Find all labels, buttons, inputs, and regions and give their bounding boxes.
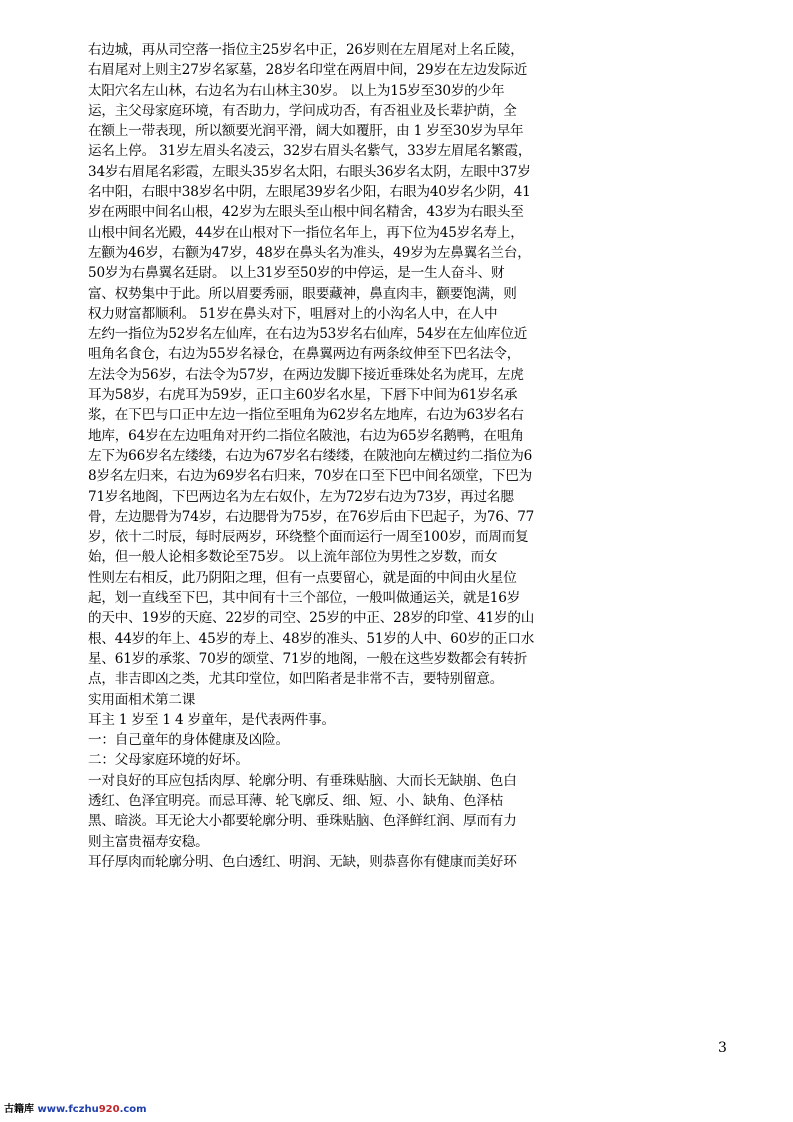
text-line: 在额上一带表现，所以额要光润平滑，阔大如覆肝，由 1 岁至30岁为早年	[88, 123, 524, 140]
text-line: 浆，在下巴与口正中左边一指位至咀角为62岁名左地库，右边为63岁名右	[88, 407, 524, 424]
text-line: 50岁为右鼻翼名廷尉。 以上31岁至50岁的中停运，是一生人奋斗、财	[88, 265, 505, 282]
text-line: 71岁名地阁，下巴两边名为左右奴仆，左为72岁右边为73岁，再过名腮	[88, 488, 514, 505]
text-line: 耳为58岁，右虎耳为59岁，正口主60岁名水星，下唇下中间为61岁名承	[88, 387, 518, 404]
text-line: 耳仔厚肉而轮廓分明、色白透红、明润、无缺，则恭喜你有健康而美好环	[88, 853, 517, 870]
text-line: 太阳穴名左山林，右边名为右山林主30岁。 以上为15岁至30岁的少年	[88, 82, 505, 99]
text-line: 34岁右眉尾名彩霞，左眼头35岁名太阳，右眼头36岁名太阴，左眼中37岁	[88, 163, 531, 180]
text-line: 左下为66岁名左缕缕，右边为67岁名右缕缕，在陂池向左横过约二指位为6	[88, 447, 533, 464]
text-line: 岁在两眼中间名山根，42岁为左眼头至山根中间名精舍，43岁为右眼头至	[88, 204, 524, 221]
footer-site-name: 古籍库	[4, 1104, 34, 1115]
text-line: 耳主 1 岁至 1 4 岁童年，是代表两件事。	[88, 711, 335, 728]
text-line: 咀角名食仓，右边为55岁名禄仓，在鼻翼两边有两条纹伸至下巴名法令，	[88, 346, 521, 363]
text-line: 黑、暗淡。耳无论大小都要轮廓分明、垂珠贴脑、色泽鲜红润、厚而有力	[88, 813, 517, 830]
text-line: 岁，依十二时辰，每时辰两岁，环绕整个面而运行一周至100岁，而周而复	[88, 529, 529, 546]
text-line: 右边城，再从司空落一指位主25岁名中正，26岁则在左眉尾对上名丘陵，	[88, 42, 524, 58]
text-line: 富、权势集中于此。所以眉要秀丽，眼要藏神，鼻直肉丰，颧要饱满，则	[88, 285, 517, 302]
text-line: 始，但一般人论相多数论至75岁。 以上流年部位为男性之岁数，而女	[88, 549, 498, 566]
text-line: 运名上停。 31岁左眉头名凌云，32岁右眉头名紫气，33岁左眉尾名繁霞，	[88, 143, 532, 160]
text-line: 运，主父母家庭环境，有否助力，学问成功否，有否祖业及长辈护荫，全	[88, 102, 517, 119]
text-line: 权力财富都顺利。 51岁在鼻头对下，咀唇对上的小沟名人中，在人中	[88, 305, 498, 322]
text-line: 性则左右相反，此乃阴阳之理，但有一点要留心，就是面的中间由火星位	[88, 569, 517, 586]
text-line: 则主富贵福寿安稳。	[88, 833, 209, 850]
text-line: 二：父母家庭环境的好坏。	[88, 752, 249, 769]
footer-url-prefix: www.fczhu	[37, 1104, 99, 1115]
text-line: 地库，64岁在左边咀角对开约二指位名陂池，右边为65岁名鹅鸭，在咀角	[88, 427, 524, 444]
text-line: 一对良好的耳应包括肉厚、轮廓分明、有垂珠贴脑、大而长无缺崩、色白	[88, 772, 517, 789]
text-line: 透红、色泽宜明亮。而忌耳薄、轮飞廓反、细、短、小、缺角、色泽枯	[88, 792, 504, 809]
text-line: 的天中、19岁的天庭、22岁的司空、25岁的中正、28岁的印堂、41岁的山	[88, 610, 535, 627]
document-body	[88, 40, 703, 872]
footer-watermark	[4, 1100, 147, 1115]
text-line: 根、44岁的年上、45岁的寿上、48岁的准头、51岁的人中、60岁的正口水	[88, 630, 535, 647]
text-line: 一：自己童年的身体健康及凶险。	[88, 732, 289, 749]
text-line: 骨，左边腮骨为74岁，右边腮骨为75岁，在76岁后由下巴起子，为76、77	[88, 508, 535, 525]
text-line: 左约一指位为52岁名左仙库，在右边为53岁名右仙库，54岁在左仙库位近	[88, 326, 528, 343]
text-line: 山根中间名光殿，44岁在山根对下一指位名年上，再下位为45岁名寿上，	[88, 224, 524, 241]
text-line: 8岁名左归来，右边为69岁名右归来，70岁在口至下巴中间名颂堂，下巴为	[88, 468, 533, 485]
footer-url-suffix: .com	[119, 1104, 147, 1115]
footer-url-accent: 920	[98, 1104, 120, 1115]
page-number: 3	[718, 1040, 727, 1056]
text-line: 实用面相术第二课	[88, 691, 196, 708]
text-line: 左颧为46岁，右颧为47岁，48岁在鼻头名为准头，49岁为左鼻翼名兰台，	[88, 244, 531, 261]
text-line: 右眉尾对上则主27岁名冢墓，28岁名印堂在两眉中间，29岁在左边发际近	[88, 62, 528, 79]
text-line: 名中阳，右眼中38岁名中阴，左眼尾39岁名少阳，右眼为40岁名少阴，41	[88, 184, 531, 201]
text-line: 点，非吉即凶之类，尤其印堂位，如凹陷者是非常不吉，要特别留意。	[88, 671, 504, 688]
text-line: 起，划一直线至下巴，其中间有十三个部位，一般叫做通运关，就是16岁	[88, 590, 521, 607]
text-line: 星、61岁的承浆、70岁的颂堂、71岁的地阁，一般在这些岁数都会有转折	[88, 650, 528, 667]
text-line: 左法令为56岁，右法令为57岁，在两边发脚下接近垂珠处名为虎耳，左虎	[88, 366, 524, 383]
